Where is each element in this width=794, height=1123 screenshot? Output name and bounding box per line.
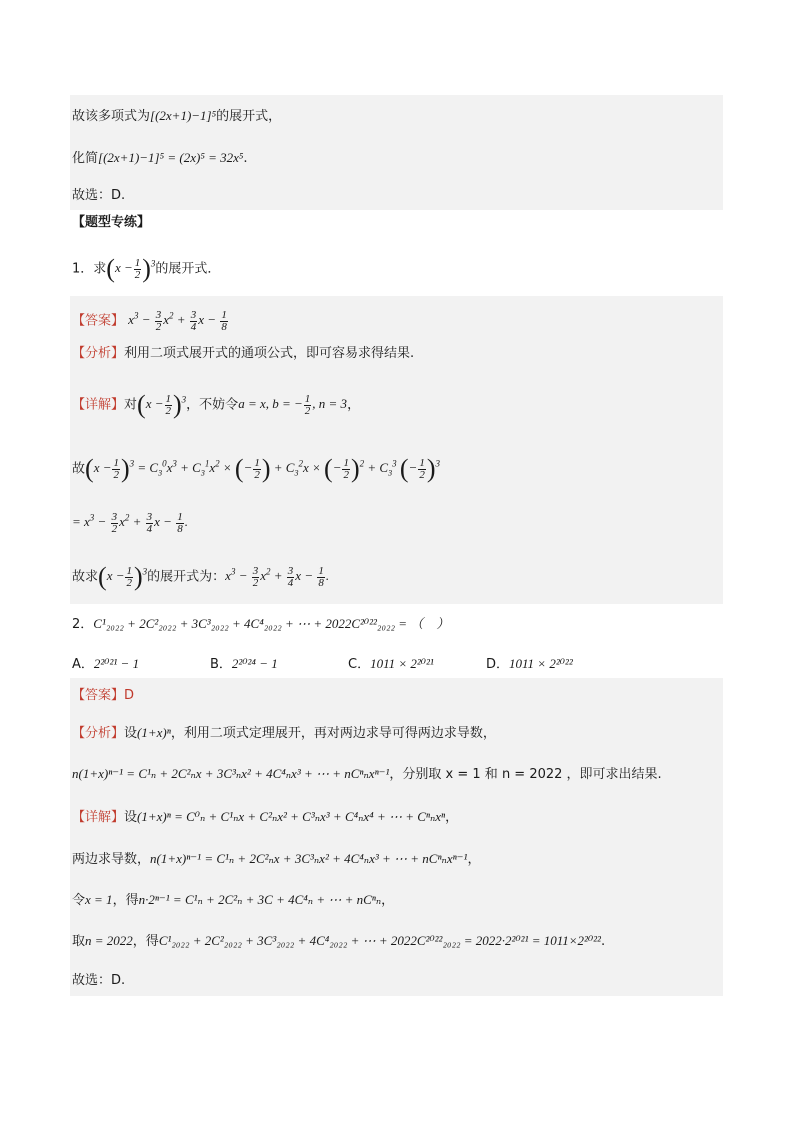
q2-option-d[interactable]: D．1011 × 2²⁰²² bbox=[486, 656, 573, 672]
q1-simplified: = $x^3$ − $\frac{3}{2}$ $x^2$ + $\frac{3}{4}$ x − $\frac{1}{8}$ . bbox=[72, 510, 188, 535]
q1-answer: 【答案】 $x^3$ − $\frac{3}{2}$ $x^2$ + $\frac{3}{4}$ x − $\frac{1}{8}$ bbox=[72, 308, 227, 333]
q2-option-b[interactable]: B．2²⁰²⁴ − 1 bbox=[210, 656, 278, 672]
q1-question: 1．求(x − $\frac{1}{2}$ )$^3$的展开式． bbox=[72, 254, 221, 284]
top-line-3: 故选：D. bbox=[72, 188, 126, 203]
q2-answer: 【答案】D bbox=[72, 688, 135, 703]
q1-expansion: 故(x − $\frac{1}{2}$ )$^3 = C_3^0x^3 + C_3^1x^2$ × (− $\frac{1}{2}$ ) + $C_3^2x$ × (− $\frac{1}{2}$ )$^2 + C_3^3$ (− $\frac{1}{2}$ )$^3$ bbox=[72, 454, 440, 484]
q2-analysis: 【分析】设(1+x)ⁿ，利用二项式定理展开，再对两边求导可得两边求导数， bbox=[72, 725, 496, 741]
q2-detail: 【详解】设(1+x)ⁿ = C⁰ₙ + C¹ₙx + C²ₙx² + C³ₙx³ + C⁴ₙx⁴ + ⋯ + Cⁿₙxⁿ， bbox=[72, 809, 459, 825]
q1-final: 故求(x − $\frac{1}{2}$ )$^3$的展开式为：$x^3$ − $\frac{3}{2}$ $x^2$ + $\frac{3}{4}$ x − $\frac{1}{8}$ . bbox=[72, 562, 330, 592]
q2-option-a[interactable]: A．2²⁰²¹ − 1 bbox=[72, 656, 140, 672]
q1-detail: 【详解】对(x − $\frac{1}{2}$ )$^3$，不妨令a = x, b = − $\frac{1}{2}$ , n = 3， bbox=[72, 390, 361, 420]
q2-derivative: 两边求导数，n(1+x)ⁿ⁻¹ = C¹ₙ + 2C²ₙx + 3C³ₙx² + 4C⁴ₙx³ + ⋯ + nCⁿₙxⁿ⁻¹， bbox=[72, 851, 481, 867]
q1-analysis: 【分析】利用二项式展开式的通项公式，即可容易求得结果. bbox=[72, 346, 415, 361]
q2-let: 令x = 1，得n·2ⁿ⁻¹ = C¹ₙ + 2C²ₙ + 3C + 4C⁴ₙ + ⋯ + nCⁿₙ， bbox=[72, 892, 395, 908]
q2-final: 故选：D. bbox=[72, 973, 126, 988]
top-line-1: 故该多项式为[(2x+1)−1]⁵的展开式， bbox=[72, 108, 282, 124]
solution-block-q1 bbox=[70, 296, 723, 604]
q2-take: 取n = 2022，得C¹₂₀₂₂ + 2C²₂₀₂₂ + 3C³₂₀₂₂ + 4C⁴₂₀₂₂ + ⋯ + 2022C²⁰²²₂₀₂₂ = 2022·2²⁰²¹ = 1011×2²⁰²². bbox=[72, 933, 606, 949]
q2-option-c[interactable]: C．1011 × 2²⁰²¹ bbox=[348, 656, 434, 672]
top-line-2: 化简[(2x+1)−1]⁵ = (2x)⁵ = 32x⁵. bbox=[72, 150, 248, 166]
q2-analysis-line2: n(1+x)ⁿ⁻¹ = C¹ₙ + 2C²ₙx + 3C³ₙx² + 4C⁴ₙx³ + ⋯ + nCⁿₙxⁿ⁻¹，分别取 x = 1 和 n = 2022 ，即可求出结果. bbox=[72, 766, 662, 782]
q2-question: 2．C¹₂₀₂₂ + 2C²₂₀₂₂ + 3C³₂₀₂₂ + 4C⁴₂₀₂₂ + ⋯ + 2022C²⁰²²₂₀₂₂ = （ ） bbox=[72, 616, 450, 632]
section-title: 【题型专练】 bbox=[72, 215, 151, 230]
